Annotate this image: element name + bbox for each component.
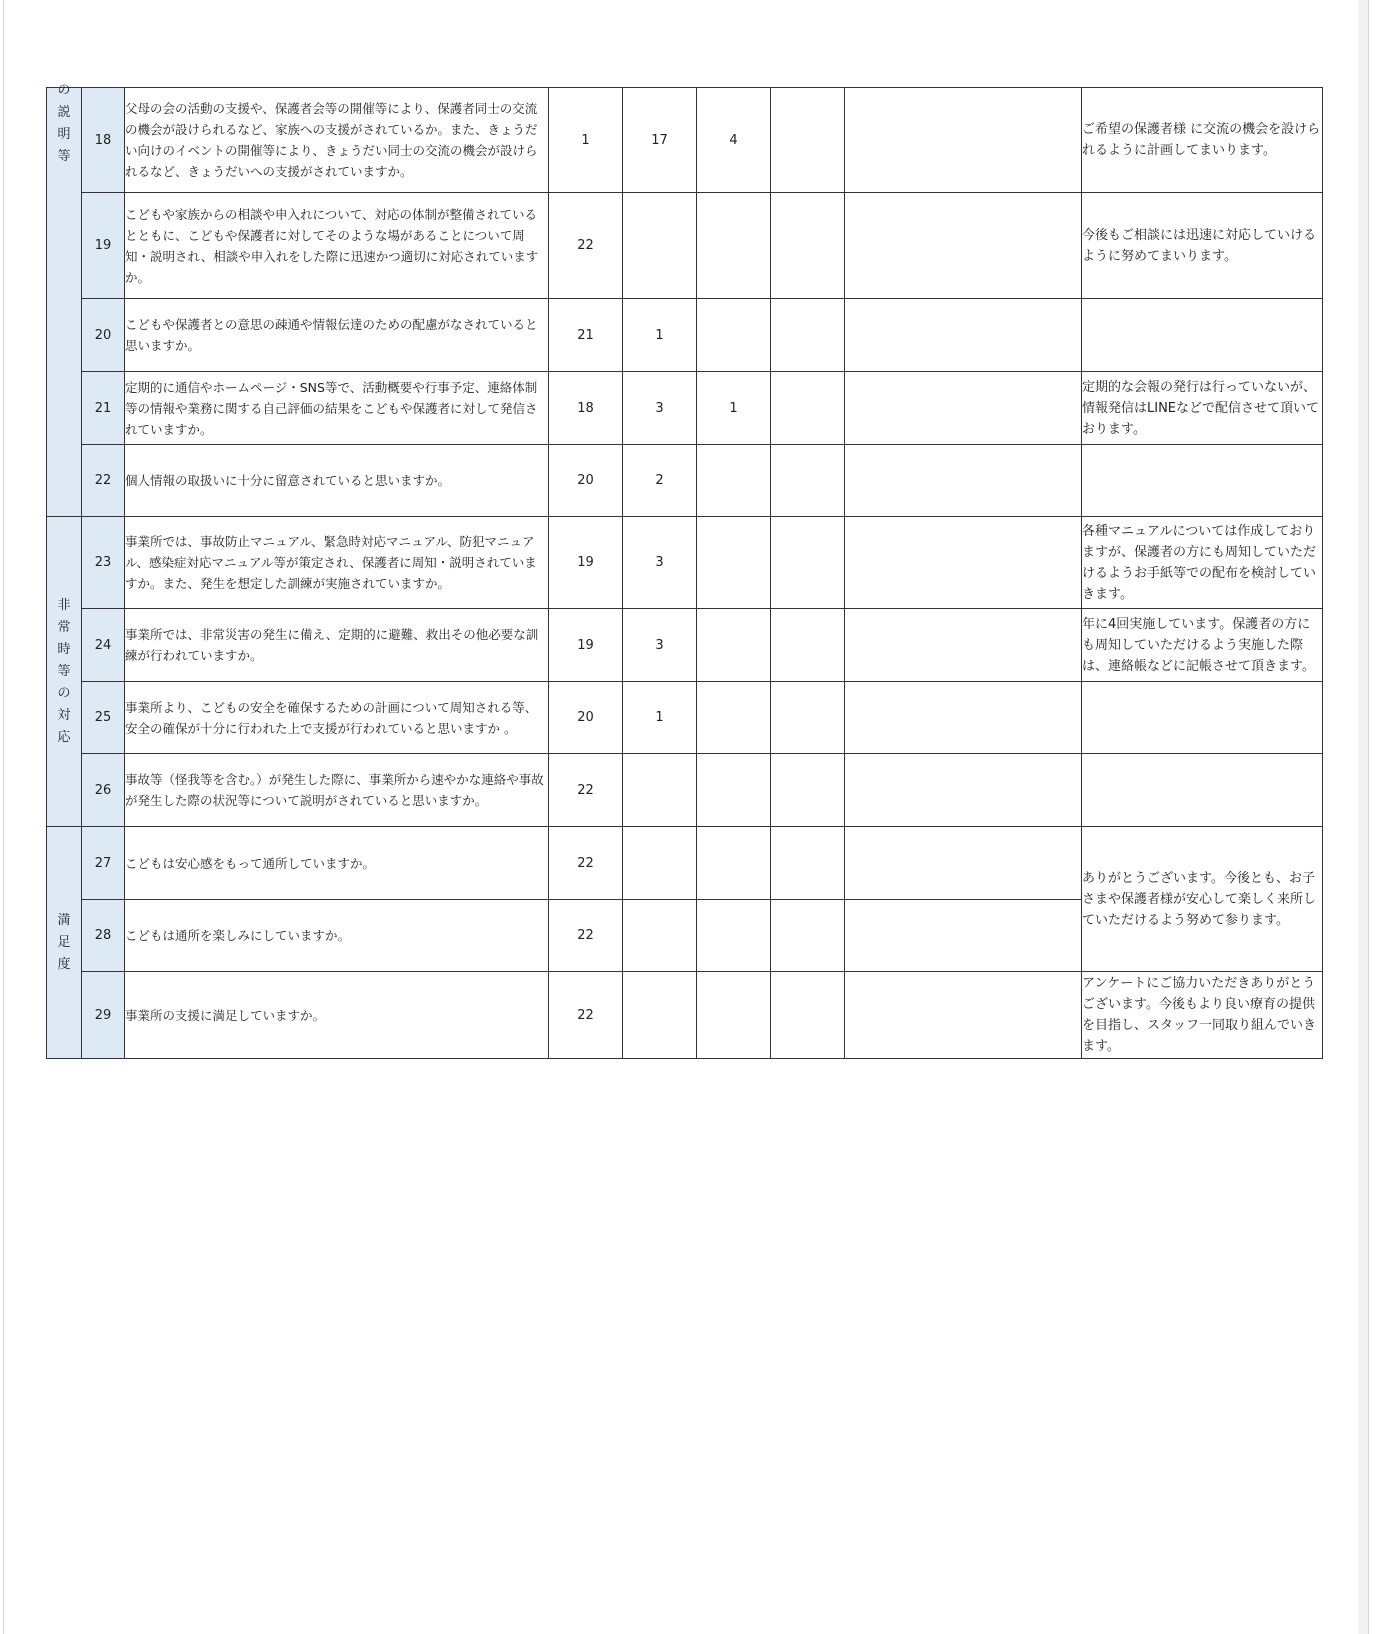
count-cell: [697, 682, 771, 754]
category-char: 度: [57, 956, 71, 972]
survey-table: [46, 83, 1323, 1059]
count-cell: [771, 827, 845, 900]
blank-cell: [845, 445, 1082, 517]
count-cell: [771, 754, 845, 827]
row-number: 26: [82, 754, 125, 827]
remark-text: 各種マニュアルについては作成しておりますが、保護者の方にも周知していただけるようお手紙等での配布を検討していきます。: [1082, 517, 1323, 609]
category-char: 非: [57, 597, 71, 613]
count-cell: 2: [623, 445, 697, 517]
blank-cell: [845, 900, 1082, 972]
count-cell: 17: [623, 88, 697, 193]
count-cell: [771, 372, 845, 445]
count-cell: [771, 682, 845, 754]
question-text: 事業所より、こどもの安全を確保するための計画について周知される等、安全の確保が十分に行われた上で支援が行われていると思いますか 。: [125, 682, 549, 754]
blank-cell: [845, 372, 1082, 445]
remark-text: 今後もご相談には迅速に対応していけるように努めてまいります。: [1082, 193, 1323, 299]
table-row: [47, 88, 1323, 193]
count-cell: [623, 972, 697, 1059]
count-cell: 21: [549, 299, 623, 372]
count-cell: 4: [697, 88, 771, 193]
row-number: 23: [82, 517, 125, 609]
count-cell: 22: [549, 900, 623, 972]
count-cell: 20: [549, 445, 623, 517]
count-cell: 22: [549, 754, 623, 827]
category-char: 満: [57, 912, 71, 928]
table-row: [47, 193, 1323, 299]
table-row: [47, 682, 1323, 754]
count-cell: [771, 609, 845, 682]
count-cell: 1: [623, 299, 697, 372]
table-row: [47, 517, 1323, 609]
blank-cell: [845, 299, 1082, 372]
count-cell: [697, 193, 771, 299]
count-cell: [771, 900, 845, 972]
row-number: 29: [82, 972, 125, 1059]
row-number: 25: [82, 682, 125, 754]
count-cell: 3: [623, 609, 697, 682]
question-text: 事故等（怪我等を含む。）が発生した際に、事業所から速やかな連絡や事故が発生した際の状況等について説明がされていると思いますか。: [125, 754, 549, 827]
row-number: 21: [82, 372, 125, 445]
count-cell: 18: [549, 372, 623, 445]
count-cell: [697, 445, 771, 517]
table-row: [47, 827, 1323, 900]
table-row: [47, 972, 1323, 1059]
count-cell: 19: [549, 517, 623, 609]
row-number: 28: [82, 900, 125, 972]
blank-cell: [845, 827, 1082, 900]
question-text: こどもは通所を楽しみにしていますか。: [125, 900, 549, 972]
count-cell: [697, 754, 771, 827]
category-char: 応: [57, 729, 71, 745]
table-row: [47, 299, 1323, 372]
category-cell-explain: [47, 83, 82, 517]
category-cell-satisfaction: [47, 827, 82, 1059]
category-char: 説: [57, 105, 71, 120]
blank-cell: [845, 517, 1082, 609]
count-cell: 1: [697, 372, 771, 445]
question-text: こどもや家族からの相談や申入れについて、対応の体制が整備されているとともに、こどもや保護者に対してそのような場があることについて周知・説明され、相談や申入れをした際に迅速かつ適切に対応されていますか。: [125, 193, 549, 299]
category-char: の: [57, 685, 71, 701]
remark-text: ありがとうございます。今後とも、お子さまや保護者様が安心して楽しく来所していただけるよう努めて参ります。: [1082, 827, 1323, 972]
count-cell: 20: [549, 682, 623, 754]
row-number: 27: [82, 827, 125, 900]
row-number: 22: [82, 445, 125, 517]
count-cell: [697, 299, 771, 372]
count-cell: [623, 827, 697, 900]
category-char: 常: [57, 619, 71, 635]
remark-text: アンケートにご協力いただきありがとうございます。今後もより良い療育の提供を目指し、スタッフ一同取り組んでいきます。: [1082, 972, 1323, 1059]
question-text: こどもや保護者との意思の疎通や情報伝達のための配慮がなされていると思いますか。: [125, 299, 549, 372]
row-number: 18: [82, 88, 125, 193]
count-cell: [697, 609, 771, 682]
count-cell: 22: [549, 972, 623, 1059]
blank-cell: [845, 193, 1082, 299]
question-text: 個人情報の取扱いに十分に留意されていると思いますか。: [125, 445, 549, 517]
remark-text: 年に4回実施しています。保護者の方にも周知していただけるよう実施した際は、連絡帳などに記帳させて頂きます。: [1082, 609, 1323, 682]
table-row: [47, 445, 1323, 517]
count-cell: 1: [623, 682, 697, 754]
category-char: 等: [57, 149, 71, 164]
category-char: 時: [57, 641, 71, 657]
count-cell: 19: [549, 609, 623, 682]
remark-text: [1082, 445, 1323, 517]
remark-text: 定期的な会報の発行は行っていないが、情報発信はLINEなどで配信させて頂いております。: [1082, 372, 1323, 445]
category-char: 対: [57, 707, 71, 723]
row-number: 24: [82, 609, 125, 682]
question-text: 父母の会の活動の支援や、保護者会等の開催等により、保護者同士の交流の機会が設けられるなど、家族への支援がされているか。また、きょうだい向けのイベントの開催等により、きょうだい同士の交流の機会が設けられるなど、きょうだいへの支援がされていますか。: [125, 88, 549, 193]
row-number: 20: [82, 299, 125, 372]
count-cell: [623, 754, 697, 827]
category-char: 足: [57, 934, 71, 950]
category-char: 等: [57, 663, 71, 679]
count-cell: 22: [549, 827, 623, 900]
count-cell: [771, 299, 845, 372]
table-row: [47, 372, 1323, 445]
remark-text: [1082, 299, 1323, 372]
blank-cell: [845, 972, 1082, 1059]
count-cell: [697, 900, 771, 972]
question-text: こどもは安心感をもって通所していますか。: [125, 827, 549, 900]
question-text: 事業所では、非常災害の発生に備え、定期的に避難、救出その他必要な訓練が行われていますか。: [125, 609, 549, 682]
count-cell: [697, 517, 771, 609]
question-text: 事業所の支援に満足していますか。: [125, 972, 549, 1059]
category-char: 明: [57, 127, 71, 142]
count-cell: 1: [549, 88, 623, 193]
remark-text: [1082, 754, 1323, 827]
blank-cell: [845, 88, 1082, 193]
page-gutter: [1358, 0, 1368, 1634]
count-cell: [771, 88, 845, 193]
blank-cell: [845, 609, 1082, 682]
remark-text: ご希望の保護者様 に交流の機会を設けられるように計画してまいります。: [1082, 88, 1323, 193]
blank-cell: [845, 682, 1082, 754]
blank-cell: [845, 754, 1082, 827]
count-cell: [771, 193, 845, 299]
count-cell: [771, 445, 845, 517]
question-text: 定期的に通信やホームページ・SNS等で、活動概要や行事予定、連絡体制等の情報や業務に関する自己評価の結果をこどもや保護者に対して発信されていますか。: [125, 372, 549, 445]
count-cell: [771, 972, 845, 1059]
row-number: 19: [82, 193, 125, 299]
question-text: 事業所では、事故防止マニュアル、緊急時対応マニュアル、防犯マニュアル、感染症対応マニュアル等が策定され、保護者に周知・説明されていますか。また、発生を想定した訓練が実施されていますか。: [125, 517, 549, 609]
table-row: [47, 754, 1323, 827]
count-cell: 3: [623, 372, 697, 445]
count-cell: [697, 827, 771, 900]
count-cell: [623, 900, 697, 972]
category-char: の: [57, 83, 71, 98]
count-cell: 22: [549, 193, 623, 299]
count-cell: [623, 193, 697, 299]
count-cell: [771, 517, 845, 609]
count-cell: [697, 972, 771, 1059]
count-cell: 3: [623, 517, 697, 609]
table-row: [47, 609, 1323, 682]
remark-text: [1082, 682, 1323, 754]
category-cell-emergency: [47, 517, 82, 827]
